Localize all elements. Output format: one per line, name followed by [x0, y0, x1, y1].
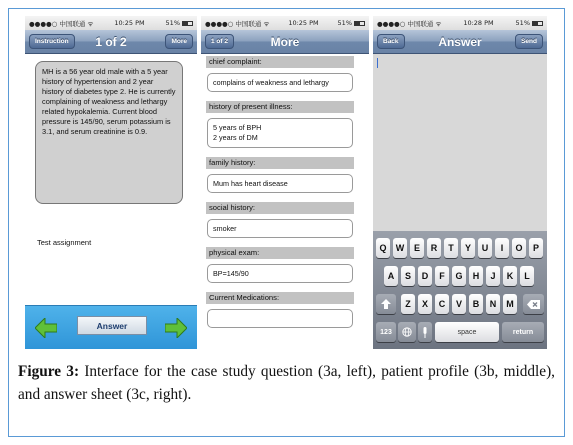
nav-bar: [373, 30, 547, 54]
test-assignment-label: Test assignment: [37, 238, 92, 247]
key-g[interactable]: G: [452, 266, 466, 286]
key-t[interactable]: T: [444, 238, 458, 258]
clock: 10:28 PM: [463, 19, 494, 27]
instruction-button[interactable]: Instruction: [29, 34, 75, 49]
battery-icon: [532, 21, 543, 26]
key-v[interactable]: V: [452, 294, 466, 314]
key-h[interactable]: H: [469, 266, 483, 286]
wifi-icon: ᯤ: [263, 19, 270, 28]
key-k[interactable]: K: [503, 266, 517, 286]
key-o[interactable]: O: [512, 238, 526, 258]
case-study-screen: [25, 16, 197, 349]
key-r[interactable]: R: [427, 238, 441, 258]
next-arrow-icon[interactable]: [165, 318, 187, 338]
key-q[interactable]: Q: [376, 238, 390, 258]
section-header-chief-complaint: chief complaint:: [206, 56, 354, 68]
case-description: MH is a 56 year old male with a 5 year history of hypertension and 2 year history of diabetes type 2. He is currently complaining of weakness and lethargy related hypokalemia. Current blood pressure is 145/90, serum potassium is 3.1, and serum creatinine is 0.9.: [35, 61, 183, 204]
globe-icon: [402, 327, 412, 337]
nav-bar: [201, 30, 369, 54]
key-s[interactable]: S: [401, 266, 415, 286]
section-header-family-history: family history:: [206, 157, 354, 169]
family-history-field[interactable]: Mum has heart disease: [207, 174, 353, 193]
shift-key-icon[interactable]: [376, 294, 396, 314]
answer-button[interactable]: Answer: [77, 316, 147, 335]
wifi-icon: ᯤ: [435, 19, 442, 28]
illness-line: 5 years of BPH: [213, 123, 262, 132]
globe-key[interactable]: [398, 322, 416, 342]
illness-line: 2 years of DM: [213, 133, 258, 142]
key-m[interactable]: M: [503, 294, 517, 314]
battery-label: 51%: [337, 19, 352, 27]
section-header-physical-exam: physical exam:: [206, 247, 354, 259]
key-x[interactable]: X: [418, 294, 432, 314]
keyboard-row-2: [373, 266, 547, 287]
answer-sheet-screen: [373, 16, 547, 349]
section-header-social-history: social history:: [206, 202, 354, 214]
answer-text-area[interactable]: [373, 54, 547, 349]
text-cursor: [377, 58, 378, 68]
key-p[interactable]: P: [529, 238, 543, 258]
microphone-key[interactable]: [418, 322, 432, 342]
delete-key[interactable]: [523, 294, 544, 314]
key-a[interactable]: A: [384, 266, 398, 286]
bottom-toolbar: [25, 305, 197, 349]
key-d[interactable]: D: [418, 266, 432, 286]
present-illness-field[interactable]: [207, 118, 353, 148]
medications-field[interactable]: [207, 309, 353, 328]
back-to-case-button[interactable]: 1 of 2: [205, 34, 234, 49]
carrier-label: ●●●●○ 中国联通: [377, 19, 436, 28]
figure-caption: [18, 360, 555, 406]
patient-profile-screen: [201, 16, 369, 349]
shift-arrow-icon: [381, 299, 391, 309]
nav-title: More: [270, 34, 300, 49]
keyboard-row-1: [373, 238, 547, 259]
caption-label: Figure 3:: [18, 363, 80, 380]
keyboard-row-4: [373, 322, 547, 343]
carrier-label: ●●●●○ 中国联通: [205, 19, 264, 28]
microphone-icon: [422, 327, 428, 338]
space-key[interactable]: space: [435, 322, 499, 342]
return-key[interactable]: return: [502, 322, 544, 342]
social-history-field[interactable]: smoker: [207, 219, 353, 238]
clock: 10:25 PM: [114, 19, 145, 27]
wifi-icon: ᯤ: [87, 19, 94, 28]
backspace-icon: [527, 300, 540, 309]
section-header-present-illness: history of present illness:: [206, 101, 354, 113]
physical-exam-field[interactable]: BP=145/90: [207, 264, 353, 283]
battery-icon: [354, 21, 365, 26]
clock: 10:25 PM: [288, 19, 319, 27]
key-c[interactable]: C: [435, 294, 449, 314]
key-l[interactable]: L: [520, 266, 534, 286]
phones-panel: [25, 16, 547, 349]
key-e[interactable]: E: [410, 238, 424, 258]
battery-label: 51%: [165, 19, 180, 27]
section-header-medications: Current Medications:: [206, 292, 354, 304]
key-j[interactable]: J: [486, 266, 500, 286]
battery-label: 51%: [515, 19, 530, 27]
key-w[interactable]: W: [393, 238, 407, 258]
key-z[interactable]: Z: [401, 294, 415, 314]
previous-arrow-icon[interactable]: [35, 318, 57, 338]
key-i[interactable]: I: [495, 238, 509, 258]
more-button[interactable]: More: [165, 34, 193, 49]
battery-icon: [182, 21, 193, 26]
key-u[interactable]: U: [478, 238, 492, 258]
key-y[interactable]: Y: [461, 238, 475, 258]
status-bar: [25, 16, 197, 30]
chief-complaint-field[interactable]: complains of weakness and lethargy: [207, 73, 353, 92]
carrier-label: ●●●●○ 中国联通: [29, 19, 88, 28]
nav-title: Answer: [438, 34, 482, 49]
nav-title: 1 of 2: [95, 34, 127, 49]
key-b[interactable]: B: [469, 294, 483, 314]
keyboard: [373, 231, 547, 349]
caption-text: Interface for the case study question (3a, left), patient profile (3b, middle), and answer sheet (3c, right).: [18, 363, 555, 403]
key-n[interactable]: N: [486, 294, 500, 314]
profile-list: [201, 54, 369, 349]
keyboard-row-3: [373, 294, 547, 315]
send-button[interactable]: Send: [515, 34, 543, 49]
nav-bar: [25, 30, 197, 54]
numbers-key[interactable]: 123: [376, 322, 396, 342]
status-bar: [373, 16, 547, 30]
key-f[interactable]: F: [435, 266, 449, 286]
back-button[interactable]: Back: [377, 34, 405, 49]
status-bar: [201, 16, 369, 30]
